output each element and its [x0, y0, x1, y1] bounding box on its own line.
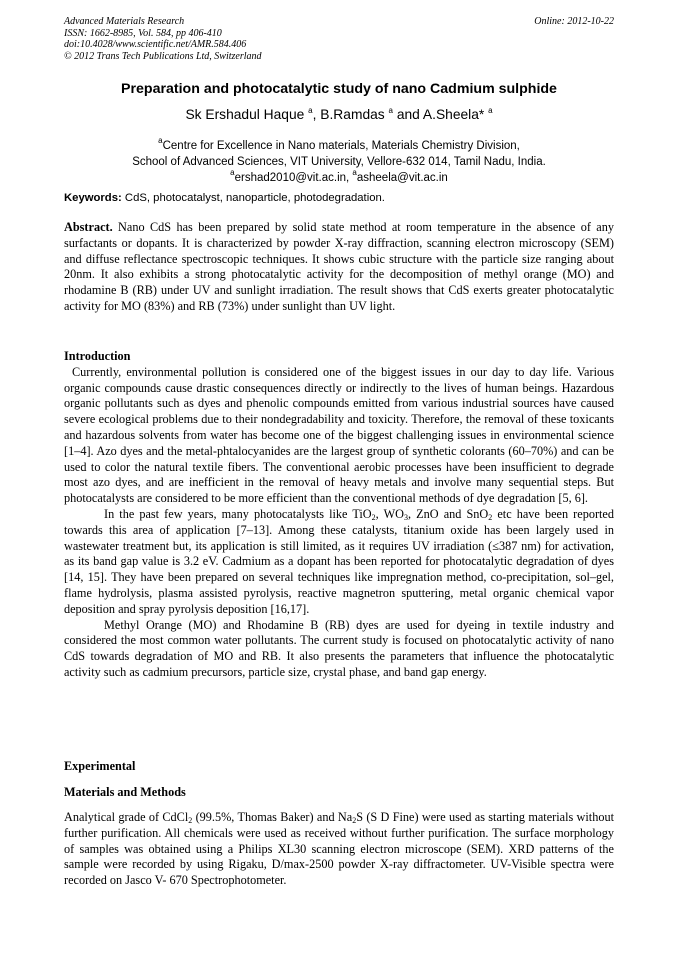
materials-section: [64, 810, 614, 889]
affil-mark: a: [158, 136, 163, 145]
materials-paragraph: Analytical grade of CdCl$_2$ (99.5%, Thomas Baker) and $Na_2S$ (S D Fine) were used as starting materials without further purification. All chemicals were used as received without further purification. The surface morphology of samples was obtained using a Philips XL30 scanning electron microscope (SEM). XRD patterns of the sample were recorded by using Rigaku, D/max-2500 powder X-ray diffractometer. UV-Visible spectra were recorded on Jasco V- 670 Spectrophotometer.: [64, 810, 614, 888]
journal-issn: ISSN: 1662-8985, Vol. 584, pp 406-410: [64, 27, 222, 39]
paper-title: Preparation and photocatalytic study of nano Cadmium sulphide: [121, 81, 557, 97]
abstract-section: [64, 220, 614, 315]
author-sheela: and A.Sheela*: [392, 107, 489, 122]
author-affil-mark: a: [308, 106, 313, 115]
author-emails: [0, 170, 678, 186]
journal-name: Advanced Materials Research: [64, 16, 185, 27]
keywords-text: CdS, photocatalyst, nanoparticle, photodegradation.: [121, 192, 385, 204]
author-haque: Sk Ershadul Haque: [185, 107, 309, 122]
materials-methods-heading: Materials and Methods: [64, 785, 186, 799]
affil-mark: a: [352, 168, 357, 177]
journal-copyright: © 2012 Trans Tech Publications Ltd, Switzerland: [64, 50, 262, 62]
abstract-text: Nano CdS has been prepared by solid state method at room temperature in the absence of any surfactants or dopants. It is characterized by powder X-ray diffraction, scanning electron microscopy (SEM) and diffuse reflectance spectroscopic techniques. It shows cubic structure with the particle size ranging about 20nm. It also exhibits a strong photocatalytic activity for the decomposition of methyl orange (MO) and rhodamine B (RB) under UV and sunlight irradiation. The result shows that CdS exerts greater photocatalytic activity for MO (83%) and RB (73%) under sunlight than UV light.: [64, 220, 614, 313]
introduction-heading: Introduction: [64, 349, 131, 363]
keywords-label: Keywords:: [64, 192, 122, 204]
intro-paragraph-3: Methyl Orange (MO) and Rhodamine B (RB) dyes are used for dyeing in textile industry and considered the most common water pollutants. The current study is focused on photocatalytic activity of nano CdS towards degradation of MO and RB. It also presents the parameters that influence the photocatalytic activity such as cadmium precursors, particle size, crystal phase, and band gap energy.: [64, 617, 614, 679]
introduction-section: [64, 349, 614, 681]
affil-mark: a: [230, 168, 235, 177]
intro-paragraph-2: In the past few years, many photocatalysts like TiO$_2$, $WO_3$, ZnO and SnO$_2$ etc have been reported towards this area of application [7–13]. Among these catalysts, titanium oxide has been largely used in wastewater treatment but, its application is still limited, as it requires UV irradiation (≤387 nm) for activation, as its band gap value is 3.2 eV. Cadmium as a dopant has been reported for photocatalytic degradation of dyes [14, 15]. They have been prepared on several techniques like impregnation method, co-precipitation, sol–gel, flame hydrolysis, plasma assisted pyrolysis, reactive magnetron sputtering, metal organic chemical vapor deposition and spray pyrolysis deposition [16,17].: [64, 506, 614, 616]
author-list: [0, 107, 678, 122]
abstract-paragraph: [64, 220, 614, 315]
affiliation-line-1: $^a$Centre for Excellence in Nano materials, Materials Chemistry Division,: [158, 136, 520, 152]
journal-doi: doi:10.4028/www.scientific.net/AMR.584.406: [64, 39, 247, 50]
email-haque: ershad2010@vit.ac.in,: [234, 172, 353, 184]
intro-paragraph-1: Currently, environmental pollution is considered one of the biggest issues in our day to day life. Various organic compounds cause drastic consequences directly or indirectly to the lives of human beings. Hazardous organic pollutants such as dyes and phenolic compounds emitted from various industrial sources have caused severe ecological problems due to their nondegradability and toxicity. Therefore, the removal of these toxicants and hazardous solvents from water has become one of the biggest challenging issues in environmental science [1–4]. Azo dyes and the metal-phtalocyanides are the largest group of synthetic colorants (60–70%) and can be used to color the natural textile fibers. The conventional aerobic processes have been insufficient to degrade most azo dyes, and are inefficient in the removal of heavy metals and involve many sequential steps. But photocatalysts are considered to be more efficient than the conventional methods of dye degradation [5, 6].: [64, 364, 614, 506]
keywords-line: [64, 192, 614, 204]
author-affil-mark: a: [488, 106, 493, 115]
affiliation-line-2: School of Advanced Sciences, VIT University, Vellore-632 014, Tamil Nadu, India.: [132, 156, 546, 168]
email-sheela: asheela@vit.ac.in: [356, 172, 448, 184]
experimental-heading: Experimental: [64, 759, 136, 773]
affiliation-block: [0, 138, 678, 186]
author-ramdas: , B.Ramdas: [312, 107, 389, 122]
abstract-label: Abstract.: [64, 220, 113, 234]
journal-header: [64, 16, 262, 62]
online-date: Online: 2012-10-22: [534, 16, 614, 27]
author-affil-mark: a: [388, 106, 393, 115]
